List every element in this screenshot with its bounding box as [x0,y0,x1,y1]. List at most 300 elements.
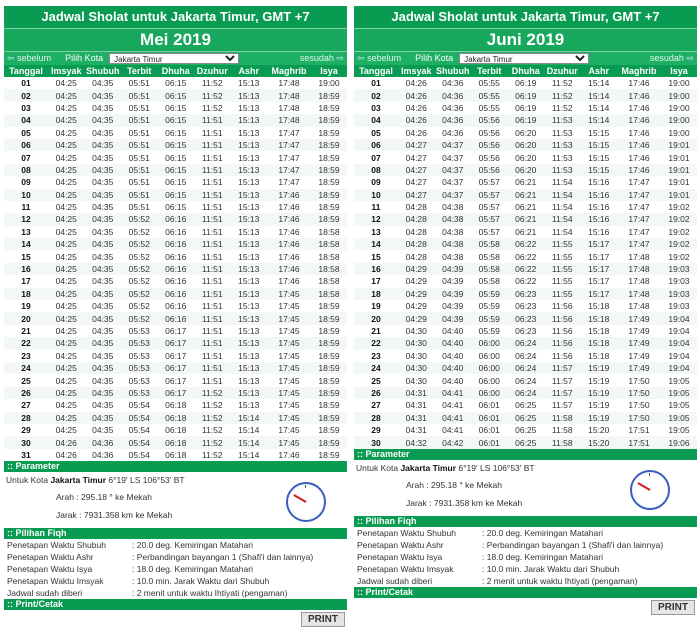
time-cell: 15:19 [581,399,618,411]
time-cell: 17:51 [617,424,661,436]
fiqh-key: Penetapan Waktu Shubuh [7,540,106,551]
time-cell: 04:25 [48,337,85,349]
time-cell: 04:40 [435,325,472,337]
table-row [4,374,347,386]
time-cell: 06:22 [508,263,545,275]
time-cell: 06:15 [158,201,195,213]
time-cell: 11:51 [194,176,231,188]
time-cell: 11:52 [194,436,231,448]
prev-label: sebelum [17,53,52,63]
time-cell: 15:13 [231,189,268,201]
column-header: Shubuh [436,66,470,76]
param-prefix: Untuk Kota [356,462,399,473]
time-cell: 06:15 [158,189,195,201]
time-cell: 17:50 [617,387,661,399]
prev-month-link[interactable] [357,52,401,65]
time-cell: 05:52 [121,275,158,287]
column-header: Maghrib [617,65,661,77]
time-cell: 04:37 [435,176,472,188]
time-cell: 06:01 [471,424,508,436]
time-cell: 06:00 [471,362,508,374]
time-cell: 17:48 [267,89,311,101]
time-cell: 18:58 [311,250,347,262]
param-city: Jakarta Timur [50,475,107,486]
time-cell: 05:54 [121,436,158,448]
time-cell: 11:51 [194,325,231,337]
table-row [4,226,347,238]
arrow-right-icon: ⇨ [336,53,344,63]
day-cell: 28 [4,412,48,424]
time-cell: 04:27 [398,164,435,176]
time-cell: 18:59 [311,89,347,101]
parameter-box [354,460,697,516]
column-header: Dhuha [158,65,195,77]
time-cell: 04:35 [85,213,122,225]
time-cell: 06:20 [508,164,545,176]
time-cell: 06:00 [471,387,508,399]
day-cell: 19 [4,300,48,312]
table-row [4,201,347,213]
time-cell: 15:13 [231,399,268,411]
day-cell: 25 [354,374,398,386]
table-row [4,238,347,250]
time-cell: 17:48 [267,102,311,114]
fiqh-row [354,551,697,563]
time-cell: 17:48 [617,288,661,300]
fiqh-row [354,575,697,587]
time-cell: 11:53 [544,164,581,176]
next-month-link[interactable] [300,52,344,65]
time-cell: 17:48 [617,275,661,287]
schedule-title: Jadwal Sholat untuk Jakarta Timur, GMT +7 [4,6,347,28]
column-header: Shubuh [86,66,120,76]
time-cell: 11:51 [194,189,231,201]
table-row [4,164,347,176]
time-cell: 04:30 [398,350,435,362]
time-cell: 05:59 [471,288,508,300]
time-cell: 04:41 [435,424,472,436]
fiqh-row [354,563,697,575]
time-cell: 04:40 [435,374,472,386]
time-cell: 17:48 [617,250,661,262]
table-row [354,350,697,362]
time-cell: 06:24 [508,350,545,362]
time-cell: 11:55 [544,275,581,287]
time-cell: 05:54 [121,424,158,436]
column-header: Ashr [581,65,618,77]
time-cell: 04:36 [435,89,472,101]
time-cell: 05:53 [121,337,158,349]
time-cell: 06:16 [158,226,195,238]
time-cell: 17:46 [267,275,311,287]
time-cell: 04:38 [435,226,472,238]
table-row [4,263,347,275]
time-cell: 06:22 [508,250,545,262]
time-cell: 19:05 [661,374,697,386]
fiqh-value: : 2 menit untuk waktu Ihtiyati (pengaman) [132,588,288,599]
time-cell: 19:00 [661,127,697,139]
time-cell: 17:47 [617,176,661,188]
time-cell: 15:13 [231,325,268,337]
time-cell: 11:55 [544,288,581,300]
time-cell: 17:47 [267,151,311,163]
time-cell: 19:00 [661,89,697,101]
time-cell: 19:00 [661,102,697,114]
time-cell: 05:51 [121,102,158,114]
time-cell: 04:28 [398,213,435,225]
time-cell: 06:17 [158,374,195,386]
day-cell: 23 [4,350,48,362]
table-row [4,77,347,89]
day-cell: 02 [354,89,398,101]
day-cell: 29 [354,424,398,436]
day-cell: 13 [4,226,48,238]
time-cell: 05:59 [471,312,508,324]
time-cell: 04:35 [85,189,122,201]
next-label: sesudah [299,53,334,63]
time-cell: 11:58 [544,412,581,424]
table-row [354,226,697,238]
time-cell: 15:18 [581,312,618,324]
table-row [4,89,347,101]
month-title: Juni 2019 [354,28,697,51]
time-cell: 04:29 [398,312,435,324]
time-cell: 17:51 [617,436,661,448]
column-header: Tanggal [354,65,398,77]
table-row [4,189,347,201]
day-cell: 20 [4,312,48,324]
time-cell: 05:58 [471,250,508,262]
fiqh-value: : 10.0 min. Jarak Waktu dari Shubuh [132,576,270,587]
time-cell: 17:47 [617,201,661,213]
time-cell: 15:16 [581,176,618,188]
table-row [4,127,347,139]
column-header: Imsyak [398,65,435,77]
column-header: Imsyak [48,65,85,77]
day-cell: 22 [4,337,48,349]
time-cell: 06:25 [508,399,545,411]
time-cell: 17:46 [267,189,311,201]
time-cell: 04:25 [48,424,85,436]
day-cell: 20 [354,312,398,324]
print-button[interactable]: PRINT [651,600,695,615]
city-label: Pilih Kota [65,53,104,63]
fiqh-key: Penetapan Waktu Ashr [7,552,94,563]
time-cell: 11:53 [544,127,581,139]
time-cell: 19:04 [661,350,697,362]
time-cell: 15:18 [581,325,618,337]
time-cell: 15:13 [231,102,268,114]
time-cell: 15:16 [581,201,618,213]
table-row [354,114,697,126]
day-cell: 31 [4,449,48,461]
time-cell: 17:49 [617,325,661,337]
compass-icon [630,470,670,510]
time-cell: 05:51 [121,151,158,163]
day-cell: 02 [4,89,48,101]
time-cell: 04:31 [398,399,435,411]
city-select[interactable] [109,53,239,64]
time-cell: 06:15 [158,176,195,188]
time-cell: 15:20 [581,424,618,436]
next-month-link[interactable] [650,52,694,65]
time-cell: 04:37 [435,151,472,163]
time-cell: 18:59 [311,151,347,163]
parameter-city-line [356,463,535,473]
time-cell: 04:29 [398,263,435,275]
day-cell: 07 [4,151,48,163]
time-cell: 06:21 [508,189,545,201]
time-cell: 04:25 [48,387,85,399]
time-cell: 06:20 [508,151,545,163]
column-header: Isya [661,65,697,77]
time-cell: 11:52 [194,77,231,89]
time-cell: 15:13 [231,151,268,163]
time-cell: 19:05 [661,399,697,411]
time-cell: 17:49 [617,350,661,362]
time-cell: 11:56 [544,300,581,312]
time-cell: 11:53 [544,114,581,126]
time-cell: 11:56 [544,325,581,337]
table-row [4,151,347,163]
fiqh-key: Penetapan Waktu Imsyak [357,563,454,574]
time-cell: 11:51 [194,263,231,275]
time-cell: 06:22 [508,275,545,287]
day-cell: 17 [4,275,48,287]
time-cell: 17:46 [617,77,661,89]
time-cell: 04:25 [48,300,85,312]
parameter-section-title: :: Parameter [4,461,347,472]
time-cell: 04:26 [398,89,435,101]
time-cell: 15:13 [231,362,268,374]
time-cell: 17:46 [267,213,311,225]
table-row [354,238,697,250]
time-cell: 05:52 [121,213,158,225]
time-cell: 04:36 [435,127,472,139]
print-button[interactable]: PRINT [301,612,345,627]
parameter-city-line [6,475,185,485]
time-cell: 17:50 [617,399,661,411]
time-cell: 05:54 [121,412,158,424]
fiqh-row [4,575,347,587]
time-cell: 18:59 [311,424,347,436]
month-nav [4,51,347,65]
day-cell: 12 [4,213,48,225]
time-cell: 04:39 [435,312,472,324]
time-cell: 15:17 [581,288,618,300]
fiqh-value: : 20.0 deg. Kemiringan Matahari [132,540,253,551]
time-cell: 18:59 [311,436,347,448]
time-cell: 17:45 [267,312,311,324]
day-cell: 15 [4,250,48,262]
time-cell: 15:18 [581,337,618,349]
time-cell: 04:27 [398,139,435,151]
prev-month-link[interactable] [7,52,51,65]
time-cell: 04:36 [435,77,472,89]
time-cell: 15:18 [581,350,618,362]
time-cell: 05:58 [471,275,508,287]
time-cell: 04:42 [435,436,472,448]
time-cell: 05:51 [121,176,158,188]
time-cell: 06:24 [508,362,545,374]
fiqh-key: Penetapan Waktu Ashr [357,539,444,550]
time-cell: 05:55 [471,102,508,114]
time-cell: 17:46 [267,250,311,262]
time-cell: 06:00 [471,337,508,349]
time-cell: 04:40 [435,337,472,349]
time-cell: 11:51 [194,139,231,151]
time-cell: 17:45 [267,399,311,411]
day-cell: 12 [354,213,398,225]
time-cell: 06:25 [508,424,545,436]
fiqh-value: : 2 menit untuk waktu Ihtiyati (pengaman) [482,575,638,586]
time-cell: 05:51 [121,77,158,89]
time-cell: 17:46 [617,127,661,139]
time-cell: 11:52 [544,102,581,114]
time-cell: 11:52 [194,102,231,114]
time-cell: 06:01 [471,399,508,411]
time-cell: 06:23 [508,288,545,300]
time-cell: 04:37 [435,189,472,201]
time-cell: 15:13 [231,263,268,275]
qibla-direction: Arah : 295.18 ° ke Mekah [406,479,503,490]
table-row [4,449,347,461]
print-section-title: :: Print/Cetak [4,599,347,610]
time-cell: 11:52 [194,424,231,436]
time-cell: 05:51 [121,139,158,151]
time-cell: 18:59 [311,449,347,461]
time-cell: 04:35 [85,77,122,89]
time-cell: 04:25 [48,263,85,275]
time-cell: 06:15 [158,102,195,114]
time-cell: 11:55 [544,238,581,250]
time-cell: 04:39 [435,275,472,287]
time-cell: 04:38 [435,201,472,213]
time-cell: 17:50 [617,374,661,386]
time-cell: 19:00 [661,77,697,89]
time-cell: 15:13 [231,77,268,89]
column-header: Dhuha [508,65,545,77]
time-cell: 04:35 [85,275,122,287]
table-row [354,412,697,424]
time-cell: 11:51 [194,337,231,349]
time-cell: 04:26 [48,449,85,461]
time-cell: 18:59 [311,312,347,324]
param-city: Jakarta Timur [400,462,457,473]
table-row [4,300,347,312]
time-cell: 15:16 [581,189,618,201]
table-row [354,201,697,213]
prayer-table [4,65,347,461]
time-cell: 17:46 [617,89,661,101]
city-label: Pilih Kota [415,53,454,63]
day-cell: 26 [354,387,398,399]
day-cell: 25 [4,374,48,386]
time-cell: 06:15 [158,114,195,126]
day-cell: 23 [354,350,398,362]
next-label: sesudah [649,53,684,63]
fiqh-row [354,527,697,539]
time-cell: 04:27 [398,176,435,188]
time-cell: 11:51 [194,201,231,213]
time-cell: 06:23 [508,325,545,337]
time-cell: 11:57 [544,362,581,374]
time-cell: 17:49 [617,362,661,374]
table-row [354,300,697,312]
time-cell: 17:49 [617,312,661,324]
time-cell: 18:59 [311,412,347,424]
time-cell: 17:47 [617,238,661,250]
time-cell: 06:24 [508,337,545,349]
time-cell: 11:52 [194,387,231,399]
time-cell: 04:35 [85,387,122,399]
time-cell: 05:56 [471,151,508,163]
time-cell: 18:59 [311,325,347,337]
day-cell: 30 [354,436,398,448]
table-row [4,387,347,399]
time-cell: 04:39 [435,288,472,300]
table-row [354,424,697,436]
schedule-title: Jadwal Sholat untuk Jakarta Timur, GMT +7 [354,6,697,28]
time-cell: 15:13 [231,176,268,188]
time-cell: 17:47 [267,127,311,139]
time-cell: 15:13 [231,139,268,151]
time-cell: 04:35 [85,164,122,176]
time-cell: 06:17 [158,362,195,374]
time-cell: 04:28 [398,201,435,213]
time-cell: 04:35 [85,412,122,424]
time-cell: 17:45 [267,288,311,300]
time-cell: 05:55 [471,89,508,101]
time-cell: 04:25 [48,102,85,114]
fiqh-row [4,539,347,551]
table-row [4,312,347,324]
table-row [354,77,697,89]
city-select[interactable] [459,53,589,64]
time-cell: 11:52 [194,399,231,411]
time-cell: 04:36 [435,102,472,114]
table-row [354,399,697,411]
time-cell: 17:45 [267,436,311,448]
time-cell: 05:54 [121,399,158,411]
time-cell: 06:15 [158,77,195,89]
time-cell: 06:01 [471,412,508,424]
time-cell: 11:53 [544,151,581,163]
time-cell: 04:40 [435,350,472,362]
time-cell: 19:01 [661,164,697,176]
time-cell: 04:32 [398,436,435,448]
column-header: Ashr [231,65,268,77]
day-cell: 29 [4,424,48,436]
time-cell: 17:46 [267,263,311,275]
time-cell: 11:51 [194,288,231,300]
time-cell: 04:30 [398,325,435,337]
time-cell: 05:56 [471,114,508,126]
time-cell: 11:56 [544,337,581,349]
time-cell: 05:51 [121,127,158,139]
time-cell: 19:02 [661,250,697,262]
day-cell: 30 [4,436,48,448]
time-cell: 11:51 [194,226,231,238]
time-cell: 05:57 [471,189,508,201]
fiqh-value: : 10.0 min. Jarak Waktu dari Shubuh [482,563,620,574]
day-cell: 18 [4,288,48,300]
time-cell: 05:52 [121,263,158,275]
time-cell: 11:53 [544,139,581,151]
day-cell: 14 [354,238,398,250]
day-cell: 09 [4,176,48,188]
table-row [354,89,697,101]
